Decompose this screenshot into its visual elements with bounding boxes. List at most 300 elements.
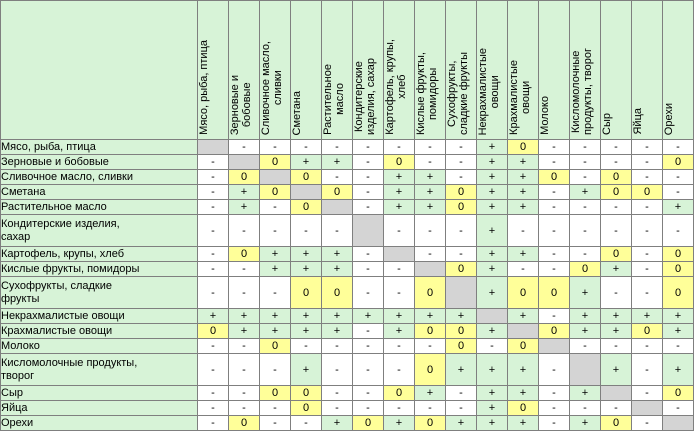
row-header: Сыр (1, 386, 198, 401)
compatibility-cell: 0 (663, 262, 694, 277)
compatibility-cell: - (446, 401, 477, 416)
compatibility-cell: - (539, 386, 570, 401)
compatibility-cell: + (291, 262, 322, 277)
compatibility-cell: - (198, 401, 229, 416)
compatibility-cell: 0 (446, 262, 477, 277)
compatibility-cell: - (353, 324, 384, 339)
compatibility-cell: - (415, 140, 446, 155)
row-header: Кисломолочные продукты, творог (1, 354, 198, 386)
row-header: Некрахмалистые овощи (1, 309, 198, 324)
compatibility-cell: + (477, 247, 508, 262)
table-row (1, 339, 694, 354)
compatibility-cell: 0 (291, 200, 322, 215)
diagonal-cell (477, 309, 508, 324)
compatibility-cell: 0 (663, 277, 694, 309)
compatibility-cell: 0 (291, 386, 322, 401)
compatibility-cell: + (508, 386, 539, 401)
compatibility-cell: - (632, 140, 663, 155)
compatibility-cell: 0 (601, 170, 632, 185)
table-row (1, 401, 694, 416)
table-row (1, 200, 694, 215)
compatibility-cell: + (477, 215, 508, 247)
row-header: Молоко (1, 339, 198, 354)
diagonal-cell (384, 247, 415, 262)
row-header: Крахмалистые овощи (1, 324, 198, 339)
compatibility-cell: + (322, 416, 353, 431)
compatibility-cell: 0 (663, 155, 694, 170)
compatibility-cell: 0 (663, 247, 694, 262)
compatibility-cell: + (384, 200, 415, 215)
compatibility-cell: 0 (508, 339, 539, 354)
compatibility-cell: - (260, 416, 291, 431)
compatibility-cell: 0 (632, 185, 663, 200)
compatibility-cell: + (601, 354, 632, 386)
compatibility-cell: - (198, 170, 229, 185)
compatibility-cell: + (663, 354, 694, 386)
diagonal-cell (260, 170, 291, 185)
compatibility-cell: - (601, 200, 632, 215)
compatibility-cell: - (198, 215, 229, 247)
compatibility-cell: - (415, 247, 446, 262)
compatibility-cell: - (198, 200, 229, 215)
compatibility-cell: - (229, 277, 260, 309)
diagonal-cell (539, 339, 570, 354)
compatibility-cell: - (477, 339, 508, 354)
compatibility-cell: + (477, 386, 508, 401)
compatibility-cell: - (353, 386, 384, 401)
compatibility-cell: - (198, 339, 229, 354)
compatibility-cell: - (663, 215, 694, 247)
compatibility-cell: - (353, 262, 384, 277)
compatibility-cell: 0 (415, 416, 446, 431)
compatibility-cell: 0 (663, 386, 694, 401)
compatibility-cell: - (260, 277, 291, 309)
compatibility-cell: - (663, 170, 694, 185)
compatibility-cell: + (508, 309, 539, 324)
compatibility-cell: + (291, 324, 322, 339)
compatibility-cell: - (632, 386, 663, 401)
compatibility-cell: - (353, 247, 384, 262)
compatibility-cell: 0 (260, 386, 291, 401)
compatibility-cell: - (260, 200, 291, 215)
compatibility-cell: - (601, 401, 632, 416)
compatibility-cell: - (663, 401, 694, 416)
compatibility-cell: 0 (198, 324, 229, 339)
compatibility-cell: - (353, 339, 384, 354)
compatibility-cell: - (446, 386, 477, 401)
column-header-label: Крахмалистые овощи (508, 60, 532, 135)
compatibility-cell: - (539, 354, 570, 386)
compatibility-cell: 0 (260, 339, 291, 354)
compatibility-cell: + (508, 185, 539, 200)
column-header (477, 1, 508, 140)
compatibility-cell: - (260, 215, 291, 247)
compatibility-cell: - (632, 354, 663, 386)
compatibility-cell: - (322, 354, 353, 386)
compatibility-cell: - (570, 339, 601, 354)
compatibility-cell: - (353, 277, 384, 309)
compatibility-cell: + (229, 324, 260, 339)
compatibility-cell: - (198, 247, 229, 262)
compatibility-cell: - (570, 155, 601, 170)
compatibility-cell: - (446, 155, 477, 170)
diagonal-cell (601, 386, 632, 401)
row-header: Мясо, рыба, птица (1, 140, 198, 155)
compatibility-cell: - (446, 215, 477, 247)
compatibility-cell: - (198, 354, 229, 386)
compatibility-cell: + (477, 140, 508, 155)
compatibility-cell: - (570, 215, 601, 247)
compatibility-cell: + (601, 309, 632, 324)
compatibility-cell: + (260, 247, 291, 262)
compatibility-cell: + (477, 416, 508, 431)
compatibility-cell: + (632, 309, 663, 324)
compatibility-cell: 0 (601, 247, 632, 262)
compatibility-cell: + (322, 309, 353, 324)
compatibility-cell: 0 (229, 416, 260, 431)
compatibility-cell: - (322, 401, 353, 416)
compatibility-cell: 0 (446, 339, 477, 354)
compatibility-cell: + (570, 185, 601, 200)
compatibility-cell: - (384, 140, 415, 155)
compatibility-cell: - (570, 140, 601, 155)
compatibility-cell: - (539, 247, 570, 262)
compatibility-cell: + (415, 386, 446, 401)
compatibility-cell: - (539, 155, 570, 170)
compatibility-cell: - (415, 401, 446, 416)
column-header-label: Сливочное масло, сливки (260, 40, 284, 135)
compatibility-cell: + (415, 309, 446, 324)
diagonal-cell (291, 185, 322, 200)
diagonal-cell (446, 277, 477, 309)
diagonal-cell (415, 262, 446, 277)
diagonal-cell (229, 155, 260, 170)
compatibility-cell: 0 (260, 155, 291, 170)
compatibility-cell: - (384, 401, 415, 416)
compatibility-cell: - (229, 262, 260, 277)
column-header (291, 1, 322, 140)
compatibility-cell: + (477, 401, 508, 416)
compatibility-cell: + (322, 155, 353, 170)
compatibility-cell: 0 (415, 324, 446, 339)
column-header (260, 1, 291, 140)
compatibility-cell: + (384, 324, 415, 339)
row-header: Яйца (1, 401, 198, 416)
diagonal-cell (663, 416, 694, 431)
table-row (1, 324, 694, 339)
diagonal-cell (322, 200, 353, 215)
compatibility-cell: + (291, 247, 322, 262)
compatibility-cell: - (539, 262, 570, 277)
diagonal-cell (508, 324, 539, 339)
compatibility-cell: - (539, 401, 570, 416)
compatibility-cell: - (291, 416, 322, 431)
compatibility-cell: + (446, 354, 477, 386)
compatibility-cell: - (539, 309, 570, 324)
compatibility-cell: 0 (229, 170, 260, 185)
compatibility-cell: - (601, 215, 632, 247)
compatibility-cell: - (291, 339, 322, 354)
compatibility-cell: - (415, 155, 446, 170)
compatibility-cell: + (446, 416, 477, 431)
compatibility-cell: + (477, 200, 508, 215)
compatibility-cell: - (415, 339, 446, 354)
compatibility-cell: 0 (539, 170, 570, 185)
row-header: Сухофрукты, сладкие фрукты (1, 277, 198, 309)
compatibility-cell: - (291, 215, 322, 247)
compatibility-cell: + (570, 277, 601, 309)
compatibility-cell: + (291, 155, 322, 170)
compatibility-cell: - (198, 262, 229, 277)
compatibility-cell: - (260, 140, 291, 155)
compatibility-cell: - (291, 140, 322, 155)
compatibility-cell: + (477, 170, 508, 185)
compatibility-cell: - (601, 155, 632, 170)
column-header (322, 1, 353, 140)
compatibility-cell: - (353, 155, 384, 170)
compatibility-cell: - (663, 339, 694, 354)
row-header: Сметана (1, 185, 198, 200)
compatibility-cell: - (229, 401, 260, 416)
compatibility-cell: 0 (601, 185, 632, 200)
compatibility-cell: - (322, 170, 353, 185)
compatibility-cell: - (353, 185, 384, 200)
compatibility-cell: + (663, 309, 694, 324)
compatibility-cell: 0 (415, 277, 446, 309)
compatibility-cell: - (632, 277, 663, 309)
compatibility-cell: + (353, 309, 384, 324)
compatibility-cell: - (539, 215, 570, 247)
compatibility-cell: - (632, 170, 663, 185)
table-row (1, 155, 694, 170)
column-header-label: Зерновые и бобовые (229, 74, 253, 135)
compatibility-cell: - (353, 140, 384, 155)
compatibility-cell: + (477, 277, 508, 309)
compatibility-cell: - (198, 277, 229, 309)
compatibility-cell: + (663, 200, 694, 215)
compatibility-cell: 0 (384, 386, 415, 401)
compatibility-cell: - (260, 354, 291, 386)
compatibility-cell: - (570, 170, 601, 185)
compatibility-cell: 0 (632, 324, 663, 339)
table-row (1, 416, 694, 431)
compatibility-cell: - (384, 339, 415, 354)
compatibility-cell: - (663, 140, 694, 155)
compatibility-cell: + (477, 155, 508, 170)
compatibility-cell: - (632, 200, 663, 215)
column-header-label: Сыр (601, 113, 613, 135)
compatibility-cell: + (322, 324, 353, 339)
compatibility-cell: + (477, 262, 508, 277)
table-row (1, 262, 694, 277)
table-row (1, 386, 694, 401)
table-row (1, 309, 694, 324)
compatibility-cell: - (229, 140, 260, 155)
column-header (508, 1, 539, 140)
column-header (601, 1, 632, 140)
compatibility-cell: - (601, 140, 632, 155)
compatibility-cell: - (508, 262, 539, 277)
compatibility-cell: + (477, 324, 508, 339)
compatibility-cell: - (353, 354, 384, 386)
compatibility-cell: + (384, 416, 415, 431)
compatibility-cell: 0 (291, 277, 322, 309)
table-row (1, 170, 694, 185)
column-header-label: Растительное масло (322, 64, 346, 135)
compatibility-cell: + (570, 416, 601, 431)
compatibility-cell: - (632, 339, 663, 354)
compatibility-cell: + (384, 309, 415, 324)
compatibility-cell: - (446, 140, 477, 155)
column-header-label: Некрахмалистые овощи (477, 47, 501, 135)
compatibility-cell: + (229, 200, 260, 215)
compatibility-cell: 0 (570, 262, 601, 277)
diagonal-cell (570, 354, 601, 386)
table-row (1, 185, 694, 200)
compatibility-cell: 0 (322, 277, 353, 309)
compatibility-cell: + (477, 354, 508, 386)
compatibility-cell: + (229, 185, 260, 200)
compatibility-cell: - (322, 339, 353, 354)
compatibility-cell: - (632, 262, 663, 277)
diagonal-cell (353, 215, 384, 247)
column-header-label: Сметана (291, 90, 303, 135)
table-row (1, 247, 694, 262)
compatibility-cell: + (508, 170, 539, 185)
column-header (198, 1, 229, 140)
compatibility-cell: - (632, 215, 663, 247)
compatibility-cell: + (570, 386, 601, 401)
row-header: Растительное масло (1, 200, 198, 215)
compatibility-cell: + (260, 262, 291, 277)
compatibility-cell: - (353, 401, 384, 416)
column-header (539, 1, 570, 140)
column-header-label: Картофель, крупы, хлеб (384, 39, 408, 135)
compatibility-cell: - (198, 155, 229, 170)
compatibility-cell: 0 (508, 140, 539, 155)
compatibility-cell: - (632, 155, 663, 170)
compatibility-cell: + (508, 200, 539, 215)
compatibility-cell: 0 (601, 416, 632, 431)
table-row (1, 277, 694, 309)
compatibility-cell: 0 (260, 185, 291, 200)
compatibility-cell: + (508, 247, 539, 262)
compatibility-cell: + (446, 309, 477, 324)
compatibility-cell: 0 (446, 185, 477, 200)
compatibility-cell: - (384, 277, 415, 309)
compatibility-cell: - (322, 140, 353, 155)
compatibility-cell: - (446, 170, 477, 185)
compatibility-cell: + (570, 309, 601, 324)
row-header: Сливочное масло, сливки (1, 170, 198, 185)
column-header (446, 1, 477, 140)
compatibility-cell: - (353, 170, 384, 185)
compatibility-cell: - (260, 401, 291, 416)
table-row (1, 215, 694, 247)
compatibility-cell: + (291, 309, 322, 324)
compatibility-cell: - (601, 339, 632, 354)
compatibility-cell: - (539, 185, 570, 200)
compatibility-cell: + (260, 324, 291, 339)
compatibility-cell: - (539, 140, 570, 155)
compatibility-cell: + (601, 262, 632, 277)
compatibility-cell: - (198, 386, 229, 401)
row-header: Кондитерские изделия, сахар (1, 215, 198, 247)
compatibility-cell: + (415, 170, 446, 185)
column-header (632, 1, 663, 140)
column-header (415, 1, 446, 140)
compatibility-cell: 0 (446, 324, 477, 339)
diagonal-cell (632, 401, 663, 416)
column-header-label: Яйца (632, 108, 644, 135)
compatibility-cell: 0 (291, 170, 322, 185)
compatibility-cell: - (570, 200, 601, 215)
compatibility-cell: - (570, 401, 601, 416)
compatibility-cell: - (663, 185, 694, 200)
compatibility-cell: + (384, 170, 415, 185)
column-header-label: Орехи (663, 102, 675, 135)
compatibility-cell: - (415, 215, 446, 247)
compatibility-cell: + (508, 354, 539, 386)
compatibility-cell: + (198, 309, 229, 324)
compatibility-cell: - (508, 215, 539, 247)
compatibility-cell: + (229, 309, 260, 324)
column-header-label: Мясо, рыба, птица (198, 40, 210, 135)
header-corner (1, 1, 198, 140)
compatibility-cell: 0 (539, 277, 570, 309)
compatibility-cell: + (322, 247, 353, 262)
column-header-label: Кислые фрукты, помидоры (415, 51, 439, 135)
compatibility-cell: - (198, 416, 229, 431)
compatibility-cell: - (229, 339, 260, 354)
diagonal-cell (198, 140, 229, 155)
column-header-label: Кондитерские изделия, сахар (353, 58, 377, 135)
compatibility-cell: 0 (322, 185, 353, 200)
compatibility-cell: - (322, 386, 353, 401)
compatibility-cell: 0 (539, 324, 570, 339)
compatibility-cell: + (322, 262, 353, 277)
compatibility-cell: - (229, 215, 260, 247)
compatibility-cell: + (384, 185, 415, 200)
compatibility-cell: 0 (508, 401, 539, 416)
compatibility-cell: - (384, 262, 415, 277)
column-header (570, 1, 601, 140)
compatibility-cell: + (663, 324, 694, 339)
compatibility-cell: - (229, 354, 260, 386)
row-header: Картофель, крупы, хлеб (1, 247, 198, 262)
column-header-label: Сухофрукты, сладкие фрукты (446, 51, 470, 135)
compatibility-cell: + (508, 416, 539, 431)
compatibility-cell: - (601, 277, 632, 309)
compatibility-cell: + (508, 155, 539, 170)
compatibility-cell: 0 (415, 354, 446, 386)
table-row (1, 354, 694, 386)
compatibility-cell: - (539, 200, 570, 215)
compatibility-cell: - (384, 354, 415, 386)
compatibility-cell: - (632, 416, 663, 431)
compatibility-cell: + (570, 324, 601, 339)
compatibility-cell: - (322, 215, 353, 247)
compatibility-cell: + (415, 200, 446, 215)
compatibility-cell: 0 (353, 416, 384, 431)
compatibility-cell: - (446, 247, 477, 262)
compatibility-cell: - (384, 215, 415, 247)
compatibility-cell: 0 (291, 401, 322, 416)
compatibility-cell: + (260, 309, 291, 324)
compatibility-cell: 0 (508, 277, 539, 309)
compatibility-cell: - (539, 416, 570, 431)
column-header-label: Кисломолочные продукты, творог (570, 48, 594, 135)
